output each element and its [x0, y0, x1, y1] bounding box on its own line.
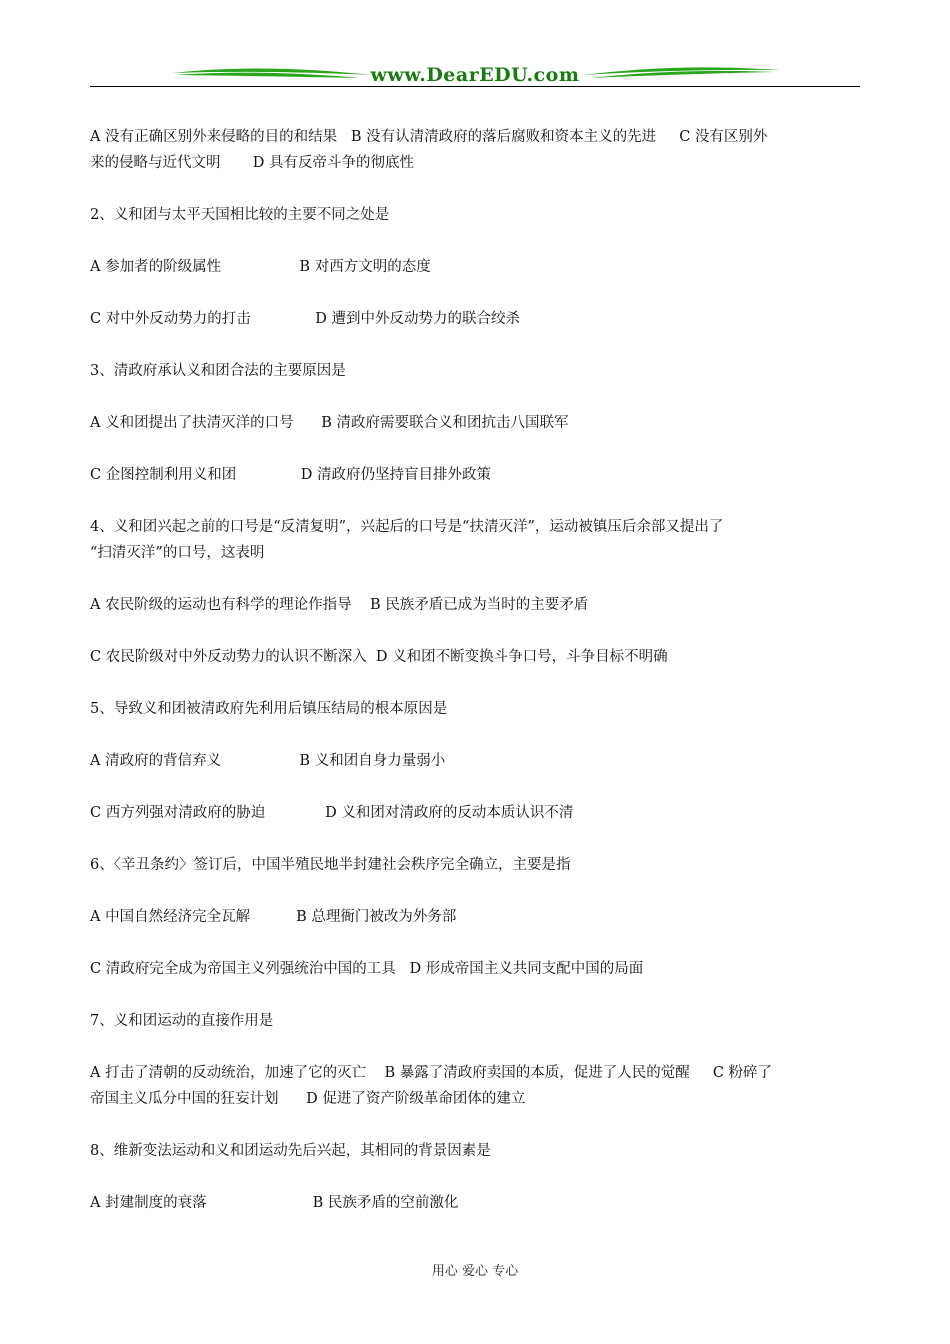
question-stem: 6、〈辛丑条约〉签订后，中国半殖民地半封建社会秩序完全确立，主要是指 — [90, 857, 571, 873]
question-stem: 3、清政府承认义和团合法的主要原因是 — [90, 363, 346, 379]
option-line: A 参加者的阶级属性 B 对西方文明的态度 — [90, 259, 431, 275]
question-6-options-cd — [90, 956, 860, 982]
question-5 — [90, 696, 860, 722]
question-7-options — [90, 1060, 860, 1112]
option-line: A 中国自然经济完全瓦解 B 总理衙门被改为外务部 — [90, 909, 457, 925]
option-line: C 农民阶级对中外反动势力的认识不断深入 D 义和团不断变换斗争口号，斗争目标不明确 — [90, 649, 668, 665]
text-line: 来的侵略与近代文明 D 具有反帝斗争的彻底性 — [90, 155, 414, 171]
option-line: A 农民阶级的运动也有科学的理论作指导 B 民族矛盾已成为当时的主要矛盾 — [90, 597, 589, 613]
question-5-options-cd — [90, 800, 860, 826]
question-stem: “扫清灭洋”的口号，这表明 — [90, 545, 265, 561]
question-stem: 7、义和团运动的直接作用是 — [90, 1013, 274, 1029]
question-2-options-ab — [90, 254, 860, 280]
question-4-options-ab — [90, 592, 860, 618]
question-3-options-ab — [90, 410, 860, 436]
option-line: C 清政府完全成为帝国主义列强统治中国的工具 D 形成帝国主义共同支配中国的局面 — [90, 961, 644, 977]
page-footer: 用心 爱心 专心 — [431, 1264, 519, 1279]
question-7 — [90, 1008, 860, 1034]
question-6 — [90, 852, 860, 878]
question-6-options-ab — [90, 904, 860, 930]
question-stem: 2、义和团与太平天国相比较的主要不同之处是 — [90, 207, 390, 223]
question-3 — [90, 358, 860, 384]
question-list — [90, 124, 860, 1242]
site-logo: www.DearEDU.com — [370, 64, 580, 86]
question-5-options-ab — [90, 748, 860, 774]
option-line: A 清政府的背信弃义 B 义和团自身力量弱小 — [90, 753, 446, 769]
option-line: C 企图控制利用义和团 D 清政府仍坚持盲目排外政策 — [90, 467, 491, 483]
question-stem: 4、义和团兴起之前的口号是“反清复明”，兴起后的口号是“扶清灭洋”，运动被镇压后余部又提出了 — [90, 519, 724, 535]
text-line: A 没有正确区别外来侵略的目的和结果 B 没有认清清政府的落后腐败和资本主义的先进 C 没有区别外 — [90, 129, 768, 145]
question-4 — [90, 514, 860, 566]
question-1-options — [90, 124, 860, 176]
option-line: C 对中外反动势力的打击 D 遭到中外反动势力的联合绞杀 — [90, 311, 520, 327]
question-3-options-cd — [90, 462, 860, 488]
question-2 — [90, 202, 860, 228]
option-line: A 打击了清朝的反动统治，加速了它的灭亡 B 暴露了清政府卖国的本质，促进了人民的觉醒 C 粉碎了 — [90, 1065, 773, 1081]
page-header — [90, 60, 860, 90]
question-8-options-ab — [90, 1190, 860, 1216]
option-line: 帝国主义瓜分中国的狂妄计划 D 促进了资产阶级革命团体的建立 — [90, 1091, 526, 1107]
question-4-options-cd — [90, 644, 860, 670]
question-8 — [90, 1138, 860, 1164]
question-stem: 5、导致义和团被清政府先利用后镇压结局的根本原因是 — [90, 701, 448, 717]
header-rule — [90, 86, 860, 87]
option-line: A 义和团提出了扶清灭洋的口号 B 清政府需要联合义和团抗击八国联军 — [90, 415, 569, 431]
option-line: A 封建制度的衰落 B 民族矛盾的空前激化 — [90, 1195, 459, 1211]
question-2-options-cd — [90, 306, 860, 332]
option-line: C 西方列强对清政府的胁迫 D 义和团对清政府的反动本质认识不清 — [90, 805, 574, 821]
question-stem: 8、维新变法运动和义和团运动先后兴起，其相同的背景因素是 — [90, 1143, 491, 1159]
